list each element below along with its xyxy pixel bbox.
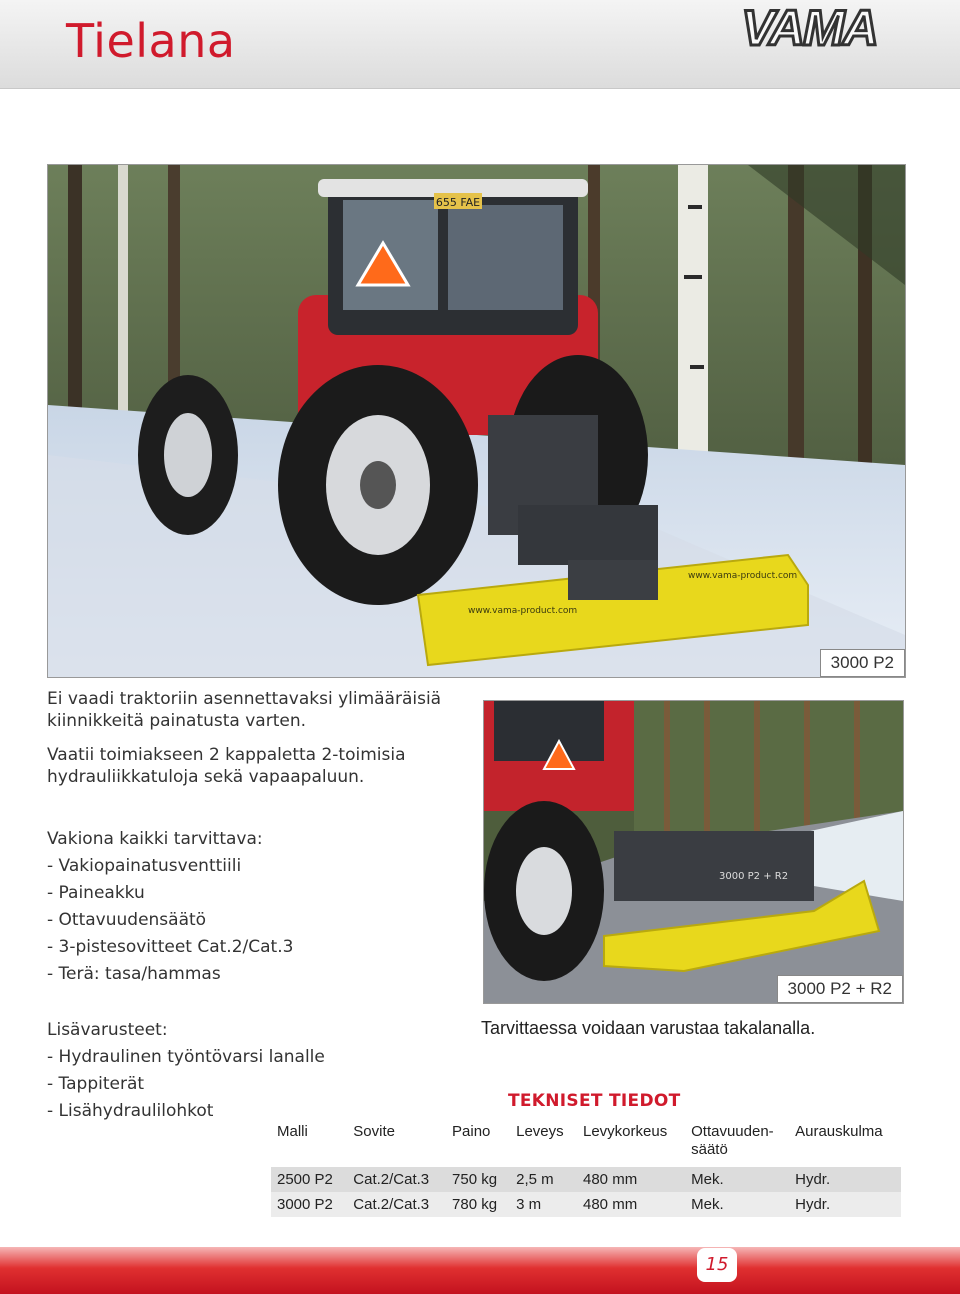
svg-text:www.vama-product.com: www.vama-product.com (468, 606, 578, 616)
page-title: Tielana (66, 14, 236, 68)
page-number: 15 (697, 1248, 737, 1282)
specs-table (271, 1121, 901, 1217)
svg-text:655 FAE: 655 FAE (435, 196, 481, 209)
table-cell: Hydr. (795, 1171, 831, 1188)
table-cell: 3000 P2 (277, 1196, 333, 1213)
secondary-product-photo (483, 700, 904, 1004)
table-header-row (271, 1121, 901, 1167)
svg-text:3000 P2 + R2: 3000 P2 + R2 (719, 871, 789, 882)
intro-line-1: Ei vaadi traktoriin asennettavaksi ylimääräisiä kiinnikkeitä painatusta varten. (47, 689, 442, 731)
table-cell: 780 kg (452, 1196, 498, 1213)
accessories (47, 1017, 467, 1125)
main-product-photo (47, 164, 906, 678)
table-cell: Cat.2/Cat.3 (353, 1196, 430, 1213)
tractor-blade-illustration (48, 165, 905, 677)
page-header (0, 0, 960, 89)
svg-text:www.vama-product.com: www.vama-product.com (688, 571, 798, 581)
table-cell: Mek. (691, 1171, 724, 1188)
list-item: - Tappiterät (47, 1074, 145, 1094)
accessories-heading: Lisävarusteet: (47, 1020, 168, 1040)
list-item: - Ottavuudensäätö (47, 910, 207, 930)
intro-text (47, 688, 467, 800)
svg-text:VAMA: VAMA (741, 2, 877, 54)
column-header: Ottavuuden-säätö (691, 1123, 774, 1158)
standard-equipment (47, 826, 467, 988)
table-cell: 3 m (516, 1196, 542, 1213)
column-header: Levykorkeus (583, 1123, 668, 1140)
list-item: - Hydraulinen työntövarsi lanalle (47, 1047, 325, 1067)
table-cell: 2,5 m (516, 1171, 554, 1188)
specs-title: TEKNISET TIEDOT (508, 1091, 681, 1111)
table-cell: Mek. (691, 1196, 724, 1213)
table-cell: Cat.2/Cat.3 (353, 1171, 430, 1188)
intro-line-2: Vaatii toimiakseen 2 kappaletta 2-toimisia hydrauliikkatuloja sekä vapaapaluun. (47, 745, 406, 787)
table-cell: 480 mm (583, 1196, 638, 1213)
table-row (271, 1167, 901, 1192)
list-item: - Lisähydraulilohkot (47, 1101, 214, 1121)
table-cell: 480 mm (583, 1171, 638, 1188)
list-item: - 3-pistesovitteet Cat.2/Cat.3 (47, 937, 294, 957)
standard-heading: Vakiona kaikki tarvittava: (47, 829, 263, 849)
list-item: - Paineakku (47, 883, 145, 903)
column-header: Paino (452, 1123, 491, 1140)
table-cell: 750 kg (452, 1171, 498, 1188)
rear-blade-note: Tarvittaessa voidaan varustaa takalanalla. (481, 1018, 816, 1038)
tractor-rear-blade-illustration (484, 701, 903, 1003)
vama-logo (724, 2, 894, 54)
table-cell: 2500 P2 (277, 1171, 333, 1188)
secondary-photo-caption: 3000 P2 + R2 (777, 975, 903, 1003)
column-header: Leveys (516, 1123, 564, 1140)
column-header: Sovite (353, 1123, 395, 1140)
list-item: - Vakiopainatusventtiili (47, 856, 242, 876)
column-header: Malli (277, 1123, 308, 1140)
column-header: Aurauskulma (795, 1123, 883, 1140)
list-item: - Terä: tasa/hammas (47, 964, 221, 984)
main-photo-caption: 3000 P2 (820, 649, 905, 677)
table-row (271, 1192, 901, 1217)
page-footer (0, 1247, 960, 1294)
table-cell: Hydr. (795, 1196, 831, 1213)
